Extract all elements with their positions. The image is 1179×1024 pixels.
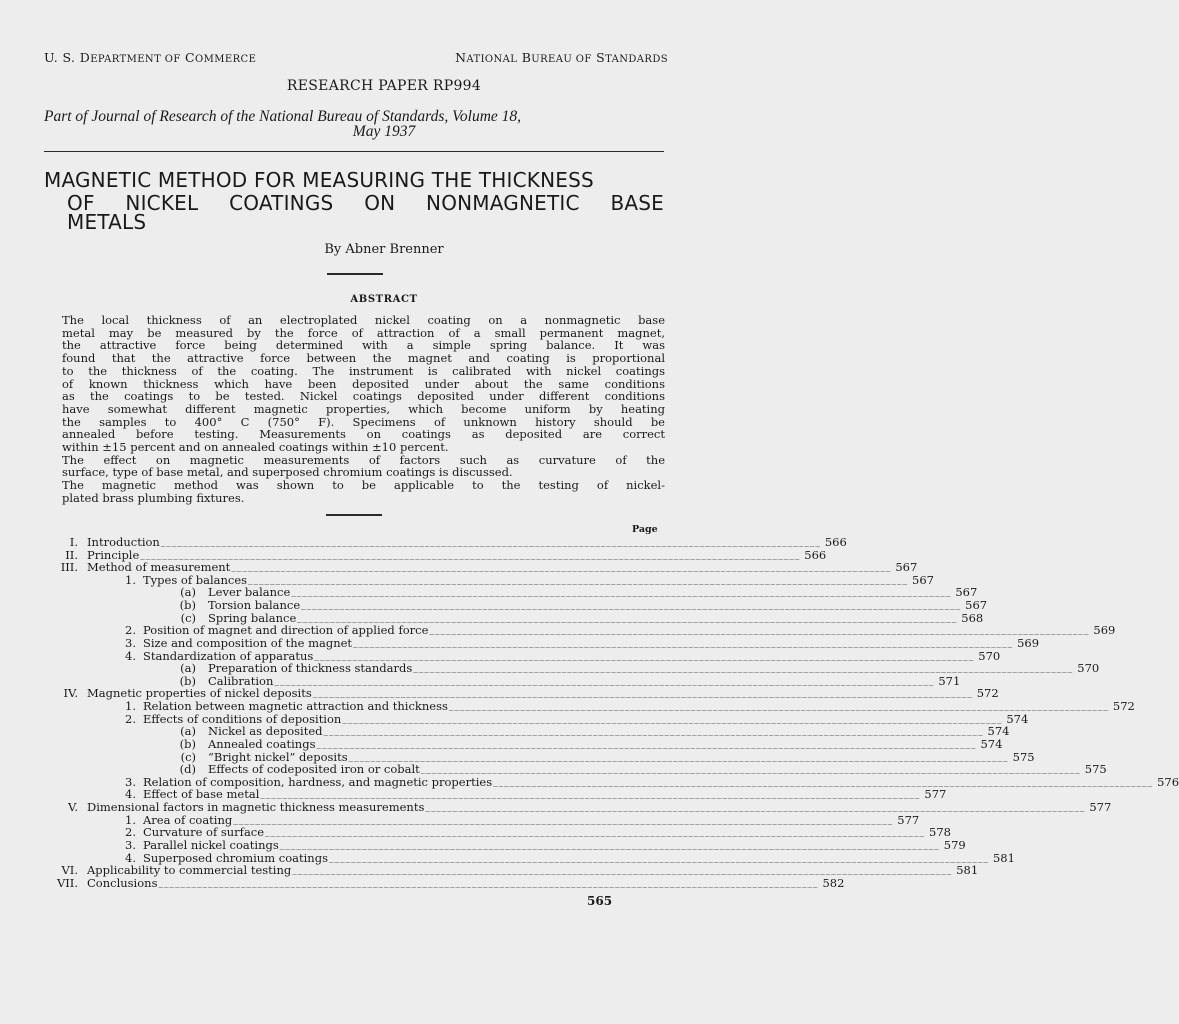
toc-entry-number: VII. bbox=[56, 875, 78, 890]
abstract-line: The local thickness of an electroplated nickel coating on a nonmagnetic base bbox=[62, 313, 665, 327]
toc-entry[interactable] bbox=[179, 598, 988, 613]
toc-entry-label: Nickel as deposited bbox=[208, 724, 323, 739]
abstract-heading: ABSTRACT bbox=[350, 294, 418, 305]
header-text: N bbox=[455, 50, 467, 65]
toc-entry-page: 578 bbox=[929, 825, 951, 840]
toc-entry-number: (b) bbox=[179, 736, 196, 751]
toc-entry-page: 576 bbox=[1157, 774, 1179, 789]
toc-entry-label: Area of coating bbox=[143, 812, 233, 827]
title-word: COATINGS bbox=[229, 191, 334, 215]
toc-entry-page: 570 bbox=[1077, 661, 1100, 676]
toc-entry-page: 566 bbox=[804, 547, 827, 562]
header-text: TANDARDS bbox=[605, 54, 668, 65]
toc-leader: ________________________________________________________________________________________________________________________ bbox=[420, 764, 1081, 775]
toc-leader: ________________________________________________________________________________________________________________________ bbox=[158, 877, 819, 888]
toc-entry-number: IV. bbox=[63, 686, 78, 701]
toc-entry-page: 568 bbox=[961, 610, 984, 625]
toc-entry-number: (d) bbox=[179, 762, 196, 777]
toc-entry-page: 577 bbox=[1089, 800, 1112, 815]
toc-entry-page: 581 bbox=[956, 863, 979, 878]
toc-leader: ________________________________________________________________________________________________________________________ bbox=[140, 549, 801, 560]
abstract-text bbox=[62, 314, 665, 505]
journal-citation-line1: Part of Journal of Research of the National Bureau of Standards, Volume 18, bbox=[44, 108, 522, 125]
toc-entry-label: Annealed coatings bbox=[208, 736, 316, 751]
toc-entry-label: Standardization of apparatus bbox=[143, 648, 314, 663]
toc-leader: ________________________________________________________________________________________________________________________ bbox=[353, 637, 1014, 648]
toc-entry-label: Method of measurement bbox=[87, 560, 231, 575]
toc-leader: ________________________________________________________________________________________________________________________ bbox=[316, 738, 977, 749]
toc-entry-label: Applicability to commercial testing bbox=[87, 863, 292, 878]
toc-entry[interactable] bbox=[61, 863, 979, 878]
page-number: 565 bbox=[587, 894, 613, 908]
toc-leader: ________________________________________________________________________________________________________________________ bbox=[342, 713, 1003, 724]
toc-entry-number: III. bbox=[60, 560, 78, 575]
toc-entry-page: 566 bbox=[824, 535, 847, 549]
toc-entry-page: 574 bbox=[1006, 711, 1029, 726]
toc-entry-number: 3. bbox=[125, 635, 136, 650]
toc-entry-label: Position of magnet and direction of applied force bbox=[143, 623, 429, 638]
header-text: ATIONAL bbox=[466, 54, 518, 65]
toc-entry[interactable] bbox=[179, 762, 1107, 777]
toc-page-heading: Page bbox=[632, 524, 658, 535]
toc-entry-number: 4. bbox=[125, 787, 136, 802]
abstract-line: The magnetic method was shown to be applicable to the testing of nickel- bbox=[62, 478, 665, 493]
toc-entry-number: (c) bbox=[180, 610, 196, 625]
toc-leader: ________________________________________________________________________________________________________________________ bbox=[265, 827, 926, 838]
header-text: B bbox=[517, 50, 532, 65]
toc-leader: ________________________________________________________________________________________________________________________ bbox=[413, 663, 1074, 674]
toc-leader: ________________________________________________________________________________________________________________________ bbox=[291, 587, 952, 598]
abstract-line: metal may be measured by the force of attraction of a small permanent magnet, bbox=[62, 325, 665, 340]
abstract-line: plated brass plumbing fixtures. bbox=[62, 490, 245, 505]
toc-entry-page: 579 bbox=[943, 837, 966, 852]
byline-rule bbox=[327, 273, 383, 275]
toc-entry-number: I. bbox=[69, 535, 78, 549]
toc-entry-label: Relation of composition, hardness, and magnetic properties bbox=[143, 774, 493, 789]
abstract-line: to the thickness of the coating. The instrument is calibrated with nickel coatings bbox=[62, 363, 665, 378]
abstract-line: annealed before testing. Measurements on coatings as deposited are correct bbox=[62, 427, 665, 442]
abstract-line: as the coatings to be tested. Nickel coatings deposited under different conditions bbox=[62, 389, 665, 404]
journal-citation-line2: May 1937 bbox=[352, 123, 416, 140]
title-word: BASE bbox=[610, 191, 664, 215]
toc-entry-number: (a) bbox=[180, 585, 196, 600]
toc-entry-label: Dimensional factors in magnetic thickness measurements bbox=[87, 800, 425, 815]
toc-entry[interactable] bbox=[125, 635, 1040, 650]
abstract-rule bbox=[326, 514, 382, 516]
toc-leader: ________________________________________________________________________________________________________________________ bbox=[248, 574, 909, 585]
toc-entry-page: 571 bbox=[938, 673, 961, 688]
toc-entry[interactable] bbox=[125, 837, 966, 852]
toc-entry-number: 3. bbox=[125, 774, 136, 789]
abstract-line: the samples to 400° C (750° F). Specimens of unknown history should be bbox=[62, 414, 665, 429]
toc-entry-number: 1. bbox=[125, 812, 136, 827]
header-text: C bbox=[180, 50, 196, 65]
toc-entry-page: 569 bbox=[1093, 623, 1116, 638]
toc-entry-label: Magnetic properties of nickel deposits bbox=[87, 686, 312, 701]
header-text: EPARTMENT OF bbox=[90, 54, 181, 65]
toc-leader: ________________________________________________________________________________________________________________________ bbox=[429, 625, 1090, 636]
research-paper-number: RESEARCH PAPER RP994 bbox=[286, 78, 482, 94]
toc-leader: ________________________________________________________________________________________________________________________ bbox=[328, 852, 989, 863]
toc-entry[interactable] bbox=[179, 736, 1003, 751]
toc-entry-number: II. bbox=[65, 547, 78, 562]
toc-leader: ________________________________________________________________________________________________________________________ bbox=[323, 726, 984, 737]
toc-leader: ________________________________________________________________________________________________________________________ bbox=[160, 537, 821, 547]
toc-entry-label: Curvature of surface bbox=[143, 825, 265, 840]
toc-entry-page: 581 bbox=[992, 850, 1015, 865]
toc-entry-number: VI. bbox=[61, 863, 78, 878]
toc-entry-number: 3. bbox=[125, 837, 136, 852]
toc-entry[interactable] bbox=[125, 699, 1135, 714]
toc-entry-label: Size and composition of the magnet bbox=[143, 635, 353, 650]
toc-entry-label: Relation between magnetic attraction and thickness bbox=[143, 699, 448, 714]
toc-entry-page: 567 bbox=[965, 598, 988, 613]
toc-entry[interactable] bbox=[69, 535, 847, 549]
toc-leader: ________________________________________________________________________________________________________________________ bbox=[425, 802, 1086, 813]
header-rule bbox=[44, 151, 664, 152]
toc-entry-number: (a) bbox=[180, 661, 196, 676]
title-line-1: MAGNETIC METHOD FOR MEASURING THE THICKNESS bbox=[44, 168, 594, 192]
abstract-line: of known thickness which have been deposited under about the same conditions bbox=[62, 376, 665, 391]
toc-entry[interactable] bbox=[180, 661, 1100, 676]
toc-entry-number: V. bbox=[68, 800, 78, 815]
toc-entry-page: 567 bbox=[955, 585, 978, 600]
toc-entry-number: (b) bbox=[179, 598, 196, 613]
toc-entry-label: Spring balance bbox=[208, 610, 297, 625]
toc-entry-page: 574 bbox=[980, 736, 1003, 751]
abstract-line: The effect on magnetic measurements of factors such as curvature of the bbox=[62, 452, 665, 467]
toc-entry-page: 575 bbox=[1012, 749, 1035, 764]
abstract-line: within ±15 percent and on annealed coatings within ±10 percent. bbox=[62, 440, 449, 455]
toc-entry[interactable] bbox=[68, 800, 1112, 815]
toc-entry-label: Effect of base metal bbox=[143, 787, 260, 802]
toc-entry-page: 570 bbox=[978, 648, 1001, 663]
toc-entry-number: (c) bbox=[180, 749, 196, 764]
header-department bbox=[44, 50, 256, 65]
toc-leader: ________________________________________________________________________________________________________________________ bbox=[493, 776, 1154, 787]
toc-entry-number: 4. bbox=[125, 850, 136, 865]
abstract-line: have somewhat different magnetic properties, which become uniform by heating bbox=[62, 401, 665, 416]
title-line-2 bbox=[67, 191, 664, 215]
toc-entry-page: 582 bbox=[822, 875, 845, 890]
toc-leader: ________________________________________________________________________________________________________________________ bbox=[312, 688, 973, 699]
header-text: OMMERCE bbox=[195, 54, 257, 65]
toc-entry-number: 2. bbox=[125, 825, 136, 840]
toc-entry-label: “Bright nickel” deposits bbox=[208, 749, 348, 764]
toc-entry-label: Preparation of thickness standards bbox=[208, 661, 413, 676]
toc-entry-number: 4. bbox=[125, 648, 136, 663]
toc-entry[interactable] bbox=[125, 825, 951, 840]
toc-leader: ________________________________________________________________________________________________________________________ bbox=[231, 562, 892, 573]
toc-leader: ________________________________________________________________________________________________________________________ bbox=[297, 612, 958, 623]
toc-entry-number: 1. bbox=[125, 699, 136, 714]
toc-entry-page: 567 bbox=[912, 572, 934, 587]
toc-leader: ________________________________________________________________________________________________________________________ bbox=[301, 600, 962, 611]
toc-leader: ________________________________________________________________________________________________________________________ bbox=[448, 701, 1109, 712]
toc-entry-label: Introduction bbox=[87, 535, 160, 549]
title-line-3: METALS bbox=[67, 210, 147, 234]
header-text: UREAU OF bbox=[531, 54, 592, 65]
title-word: OF bbox=[67, 191, 95, 215]
toc-leader: ________________________________________________________________________________________________________________________ bbox=[274, 675, 935, 686]
toc-entry-page: 572 bbox=[1112, 699, 1135, 714]
toc-entry-page: 575 bbox=[1084, 762, 1107, 777]
header-text: U. S. D bbox=[44, 50, 91, 65]
abstract-line: found that the attractive force between the magnet and coating is proportional bbox=[62, 351, 665, 366]
toc-entry-label: Parallel nickel coatings bbox=[143, 837, 279, 852]
toc-entry-number: 2. bbox=[125, 623, 136, 638]
header-bureau bbox=[455, 50, 668, 65]
toc-entry-page: 577 bbox=[897, 812, 920, 827]
toc-entry-label: Calibration bbox=[208, 673, 274, 688]
toc-entry-number: (b) bbox=[179, 673, 196, 688]
toc-entry-number: 1. bbox=[125, 572, 136, 587]
toc-entry-page: 577 bbox=[924, 787, 947, 802]
toc-entry[interactable] bbox=[180, 724, 1010, 739]
toc-entry-label: Principle bbox=[87, 547, 140, 562]
toc-entry-page: 569 bbox=[1017, 635, 1040, 650]
toc-entry-label: Superposed chromium coatings bbox=[143, 850, 328, 865]
header-text: S bbox=[591, 50, 606, 65]
toc-leader: ________________________________________________________________________________________________________________________ bbox=[233, 814, 894, 825]
toc-leader: ________________________________________________________________________________________________________________________ bbox=[279, 839, 940, 850]
toc-entry-number: 2. bbox=[125, 711, 136, 726]
toc-leader: ________________________________________________________________________________________________________________________ bbox=[348, 751, 1009, 762]
toc-entry-label: Effects of conditions of deposition bbox=[143, 711, 342, 726]
title-word: ON bbox=[364, 191, 396, 215]
abstract-line: the attractive force being determined with a simple spring balance. It was bbox=[62, 338, 665, 353]
toc-entry-label: Types of balances bbox=[143, 572, 248, 587]
toc-entry-number: (a) bbox=[180, 724, 196, 739]
toc-leader: ________________________________________________________________________________________________________________________ bbox=[260, 789, 921, 800]
toc-entry-page: 567 bbox=[895, 560, 918, 575]
abstract-line: surface, type of base metal, and superposed chromium coatings is discussed. bbox=[62, 465, 513, 480]
toc-entry-page: 572 bbox=[976, 686, 999, 701]
toc-entry-label: Effects of codeposited iron or cobalt bbox=[208, 762, 420, 777]
toc-entry-page: 574 bbox=[987, 724, 1010, 739]
title-word: NONMAGNETIC bbox=[426, 191, 580, 215]
title-word: NICKEL bbox=[125, 191, 199, 215]
toc-entry[interactable] bbox=[56, 875, 845, 890]
byline: By Abner Brenner bbox=[324, 242, 444, 257]
toc-entry[interactable] bbox=[60, 560, 918, 575]
toc-leader: ________________________________________________________________________________________________________________________ bbox=[292, 865, 953, 876]
toc-entry-label: Torsion balance bbox=[208, 598, 301, 613]
toc-leader: ________________________________________________________________________________________________________________________ bbox=[314, 650, 975, 661]
toc-entry-label: Conclusions bbox=[87, 875, 158, 890]
toc-entry-label: Lever balance bbox=[208, 585, 291, 600]
